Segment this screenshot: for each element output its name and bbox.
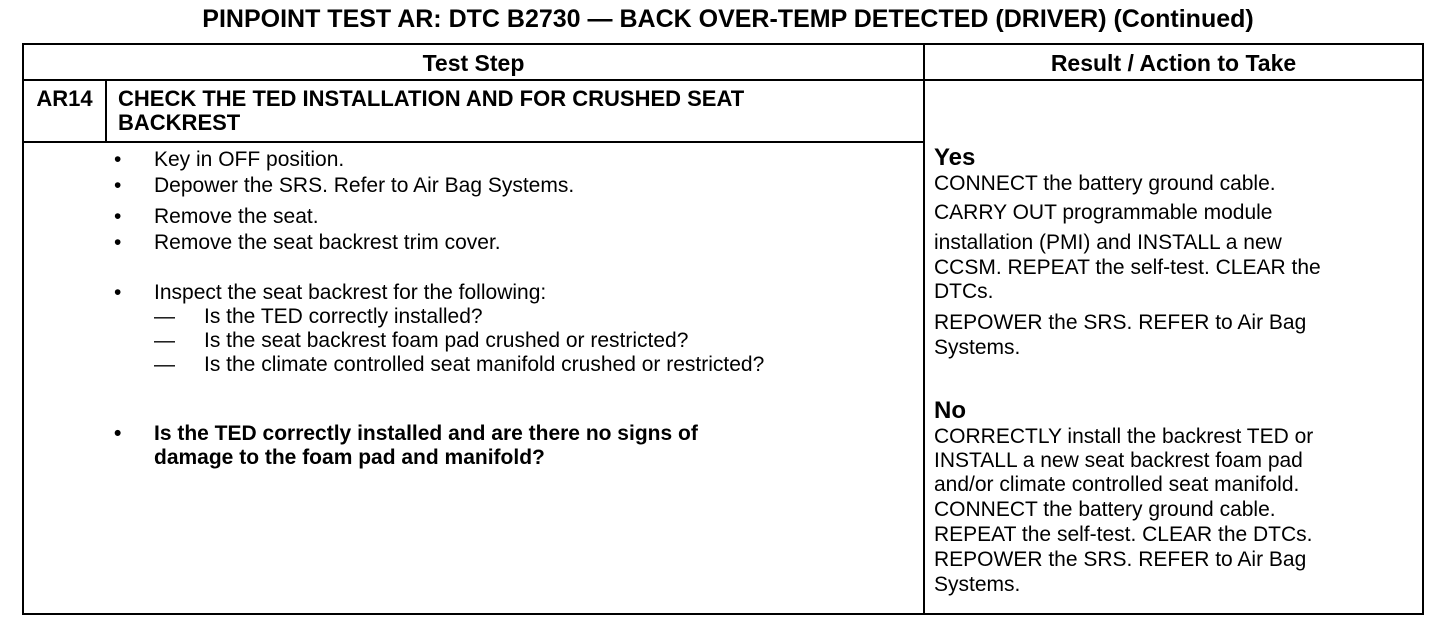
bullet-icon: • xyxy=(114,281,122,304)
header-divider xyxy=(24,79,1422,81)
dash-icon: — xyxy=(154,329,175,352)
instruction-text: Depower the SRS. Refer to Air Bag Systems. xyxy=(154,174,575,197)
no-action-line: REPEAT the self-test. CLEAR the DTCs. xyxy=(934,523,1313,546)
pinpoint-test-table xyxy=(22,43,1424,615)
yes-action-line: CCSM. REPEAT the self-test. CLEAR the xyxy=(934,256,1321,279)
step-id: AR14 xyxy=(36,86,93,111)
sub-instruction-text: Is the climate controlled seat manifold crushed or restricted? xyxy=(204,353,765,376)
header-test-step: Test Step xyxy=(422,50,525,76)
step-title-divider xyxy=(24,141,923,143)
no-action-line: and/or climate controlled seat manifold. xyxy=(934,473,1300,496)
header-result-action: Result / Action to Take xyxy=(1050,50,1297,76)
step-title xyxy=(118,87,908,135)
no-action-line: REPOWER the SRS. REFER to Air Bag xyxy=(934,548,1307,571)
no-action-line: CONNECT the battery ground cable. xyxy=(934,498,1276,521)
question-line: damage to the foam pad and manifold? xyxy=(154,446,545,469)
instruction-text: Inspect the seat backrest for the following: xyxy=(154,281,547,304)
bullet-icon: • xyxy=(114,231,122,254)
yes-label: Yes xyxy=(934,144,976,171)
column-divider xyxy=(923,45,925,613)
no-label: No xyxy=(934,397,966,424)
dash-icon: — xyxy=(154,353,175,376)
instruction-text: Remove the seat backrest trim cover. xyxy=(154,231,501,254)
no-action-line: Systems. xyxy=(934,573,1021,596)
sub-instruction-text: Is the TED correctly installed? xyxy=(204,305,483,328)
bullet-icon: • xyxy=(114,148,122,171)
yes-action-line: REPOWER the SRS. REFER to Air Bag xyxy=(934,311,1307,334)
yes-action-line: CONNECT the battery ground cable. xyxy=(934,172,1276,195)
yes-action-line: DTCs. xyxy=(934,280,994,303)
no-action-line: INSTALL a new seat backrest foam pad xyxy=(934,449,1303,472)
dash-icon: — xyxy=(154,305,175,328)
yes-action-line: CARRY OUT programmable module xyxy=(934,201,1273,224)
instruction-text: Key in OFF position. xyxy=(154,148,345,171)
page-title: PINPOINT TEST AR: DTC B2730 — BACK OVER-TEMP DETECTED (DRIVER) (Continued) xyxy=(202,5,1254,33)
bullet-icon: • xyxy=(114,422,122,445)
step-title-line: CHECK THE TED INSTALLATION AND FOR CRUSHED SEAT xyxy=(118,86,745,111)
question-text xyxy=(154,422,914,470)
step-id-divider xyxy=(105,81,107,142)
bullet-icon: • xyxy=(114,174,122,197)
yes-action-line: installation (PMI) and INSTALL a new xyxy=(934,231,1282,254)
bullet-icon: • xyxy=(114,205,122,228)
sub-instruction-text: Is the seat backrest foam pad crushed or restricted? xyxy=(204,329,689,352)
no-action-line: CORRECTLY install the backrest TED or xyxy=(934,425,1314,448)
step-title-line: BACKREST xyxy=(118,110,241,135)
instruction-text: Remove the seat. xyxy=(154,205,319,228)
yes-action-line: Systems. xyxy=(934,336,1021,359)
question-line: Is the TED correctly installed and are there no signs of xyxy=(154,422,698,445)
